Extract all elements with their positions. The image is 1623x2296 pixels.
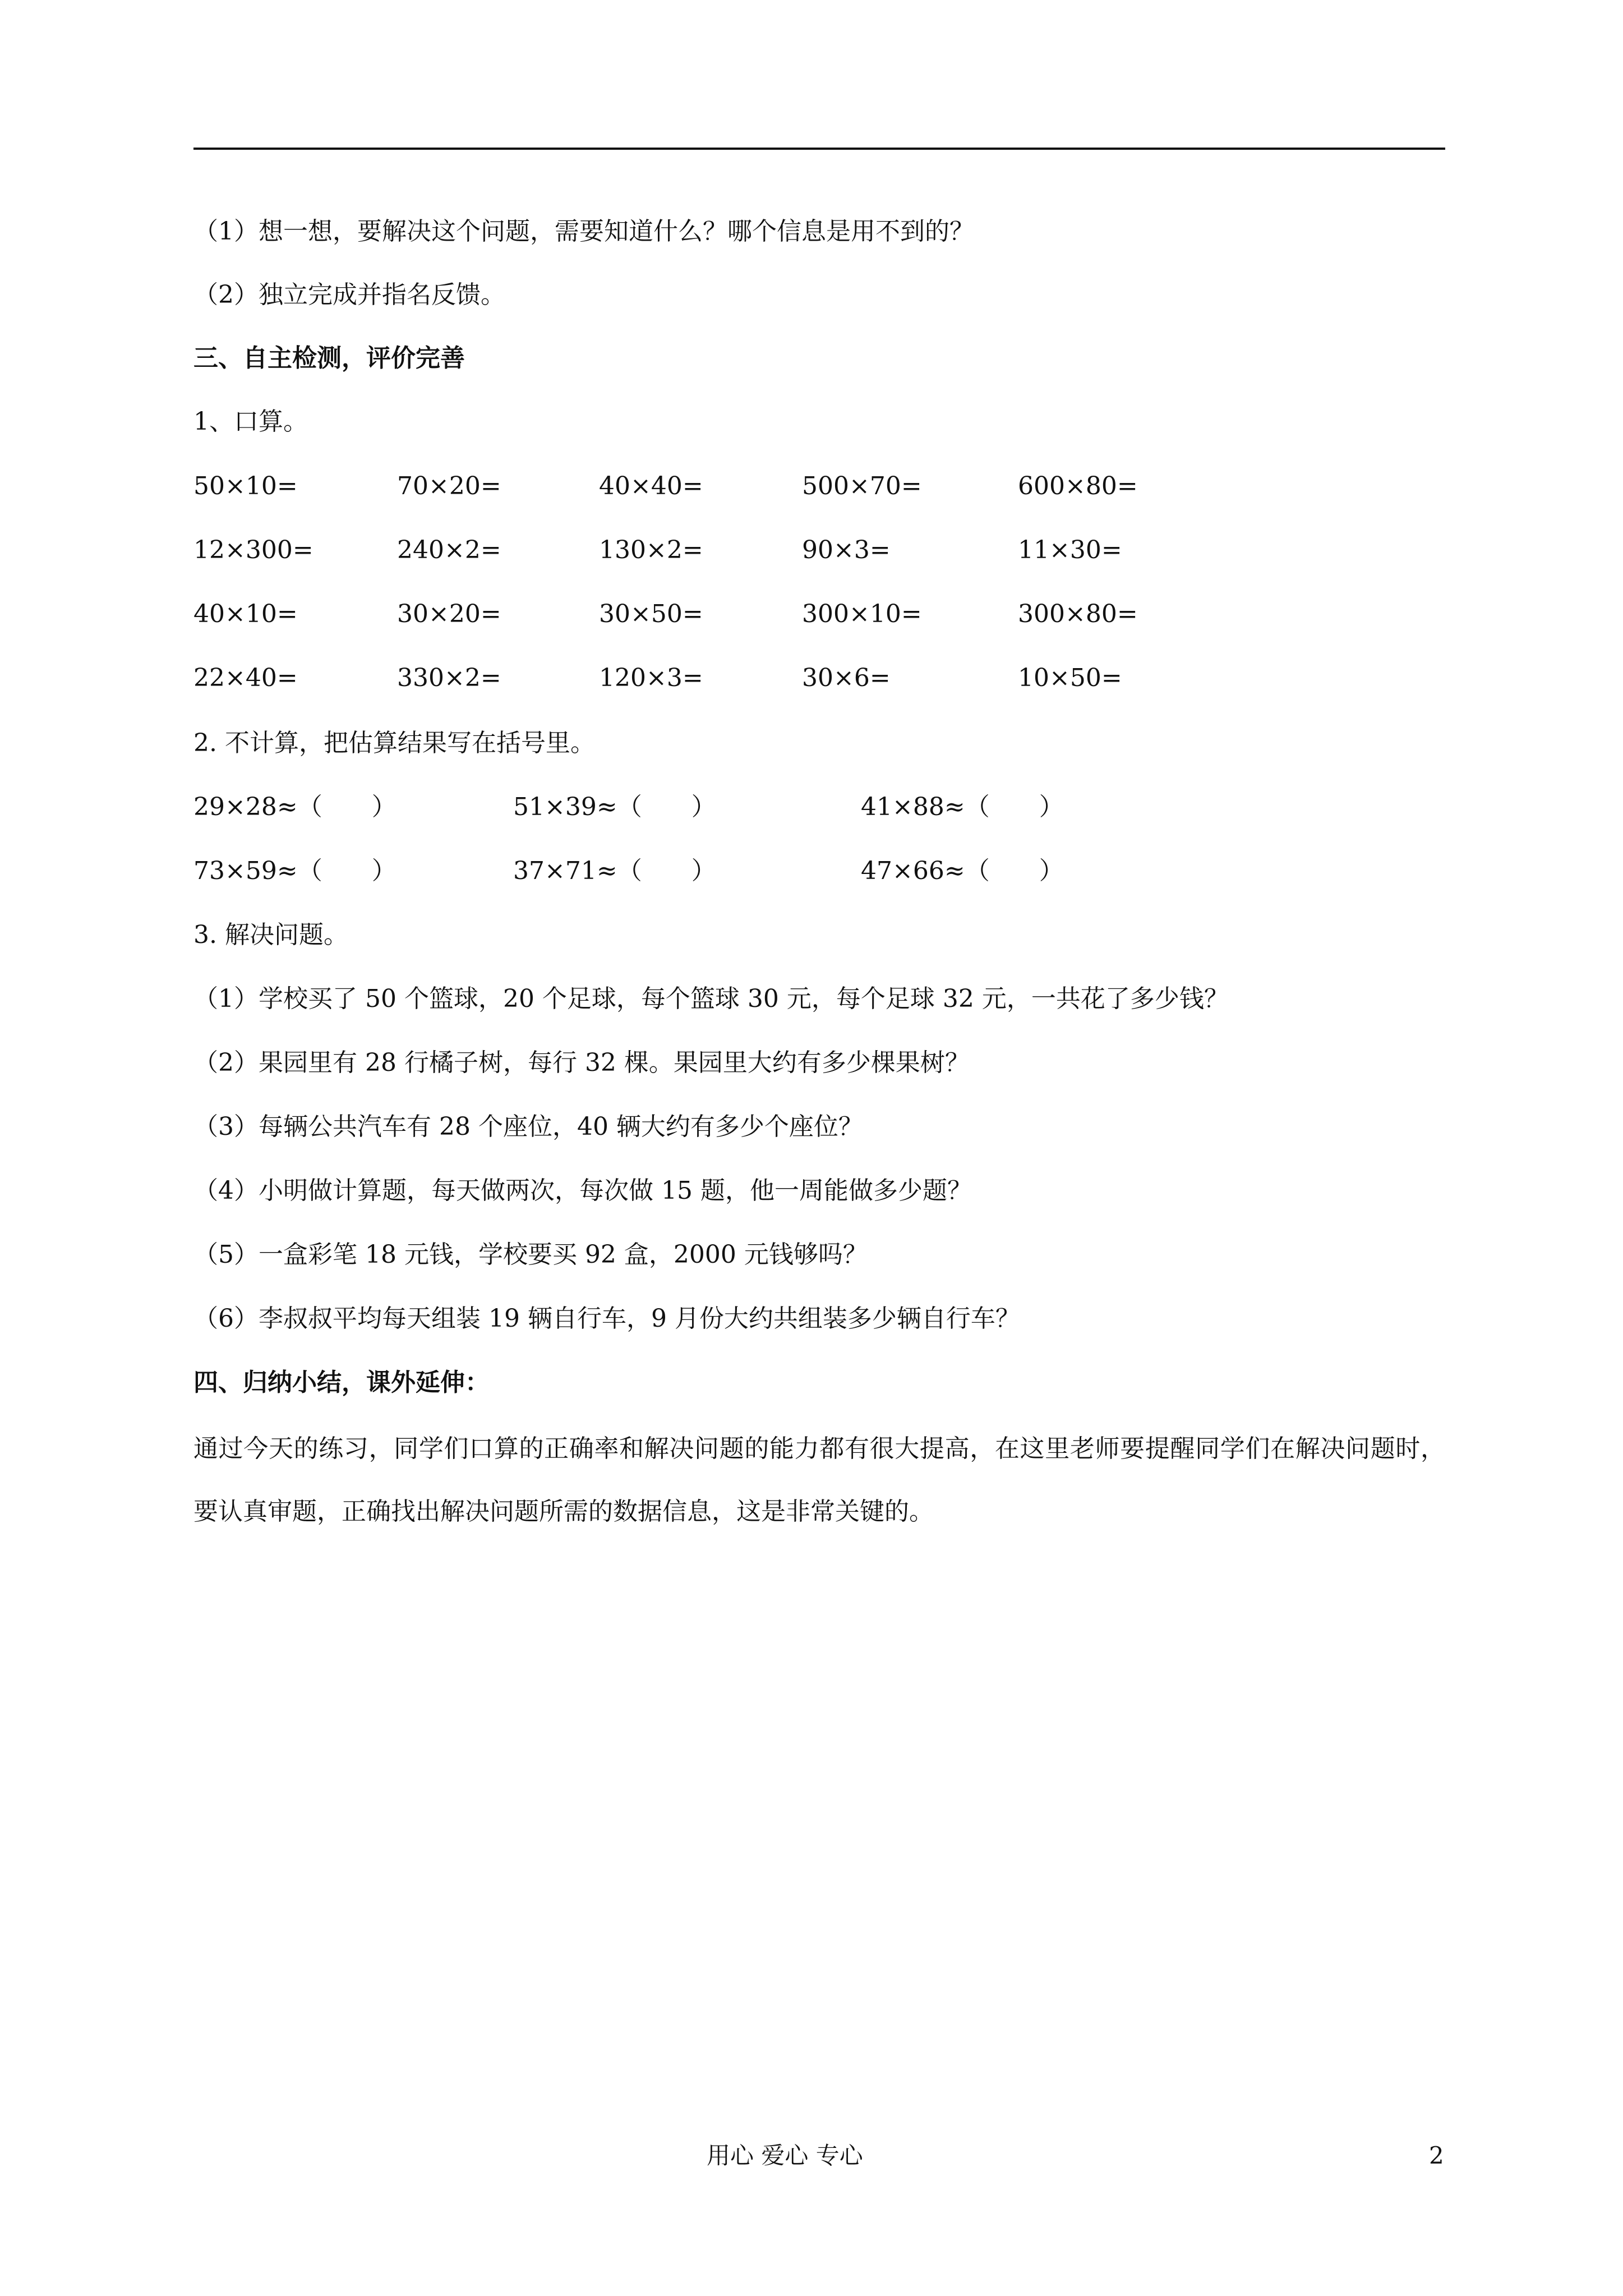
oral-calc-item: 120×3= — [599, 664, 703, 692]
oral-calc-item: 240×2= — [397, 536, 501, 564]
problem-item: （1）学校买了 50 个篮球，20 个足球，每个篮球 30 元，每个足球 32 元，一共花了多少钱？ — [193, 984, 1229, 1013]
estimate-item: 47×66≈（ ） — [861, 857, 1064, 885]
oral-calc-item: 300×10= — [802, 600, 922, 628]
oral-calc-item: 330×2= — [397, 664, 501, 692]
problems-title: 3. 解决问题。 — [193, 921, 348, 949]
estimate-title: 2. 不计算，把估算结果写在括号里。 — [193, 729, 595, 757]
oral-calc-item: 40×40= — [599, 472, 703, 500]
estimate-item: 29×28≈（ ） — [193, 793, 396, 821]
oral-calc-item: 50×10= — [193, 472, 298, 500]
problem-item: （3）每辆公共汽车有 28 个座位，40 辆大约有多少个座位？ — [193, 1112, 863, 1141]
problem-item: （4）小明做计算题，每天做两次，每次做 15 题，他一周能做多少题？ — [193, 1176, 972, 1205]
section2-question-2: （2）独立完成并指名反馈。 — [193, 280, 505, 309]
problem-item: （2）果园里有 28 行橘子树，每行 32 棵。果园里大约有多少棵果树？ — [193, 1048, 970, 1077]
section4-heading: 四、归纳小结，课外延伸： — [193, 1368, 490, 1397]
estimate-item: 51×39≈（ ） — [513, 793, 716, 821]
page-number: 2 — [1429, 2142, 1444, 2169]
oral-calc-item: 30×20= — [397, 600, 501, 628]
section3-heading: 三、自主检测，评价完善 — [193, 344, 465, 372]
section2-question-1: （1）想一想，要解决这个问题，需要知道什么？哪个信息是用不到的？ — [193, 217, 974, 246]
oral-calc-item: 22×40= — [193, 664, 298, 692]
estimate-item: 41×88≈（ ） — [861, 793, 1064, 821]
oral-calc-item: 600×80= — [1018, 472, 1138, 500]
oral-calc-item: 40×10= — [193, 600, 298, 628]
summary-paragraph: 通过今天的练习，同学们口算的正确率和解决问题的能力都有很大提高，在这里老师要提醒同学们在解决问题时，要认真审题，正确找出解决问题所需的数据信息，这是非常关键的。 — [193, 1434, 1445, 1526]
oral-calc-item: 30×50= — [599, 600, 703, 628]
oral-calc-item: 12×300= — [193, 536, 313, 564]
estimate-item: 37×71≈（ ） — [513, 857, 716, 885]
oral-calc-item: 10×50= — [1018, 664, 1122, 692]
oral-calc-item: 500×70= — [802, 472, 922, 500]
oral-calc-item: 300×80= — [1018, 600, 1138, 628]
oral-calc-item: 11×30= — [1018, 536, 1122, 564]
problem-item: （5）一盒彩笔 18 元钱，学校要买 92 盒，2000 元钱够吗？ — [193, 1240, 868, 1269]
estimate-item: 73×59≈（ ） — [193, 857, 396, 885]
header-rule — [193, 148, 1445, 150]
oral-calc-item: 30×6= — [802, 664, 891, 692]
problem-item: （6）李叔叔平均每天组装 19 辆自行车，9 月份大约共组装多少辆自行车？ — [193, 1304, 1020, 1333]
footer-motto: 用心 爱心 专心 — [707, 2142, 863, 2169]
oral-calc-item: 70×20= — [397, 472, 501, 500]
oral-calc-item: 90×3= — [802, 536, 891, 564]
oral-calc-item: 130×2= — [599, 536, 703, 564]
oral-calc-title: 1、口算。 — [193, 407, 308, 436]
